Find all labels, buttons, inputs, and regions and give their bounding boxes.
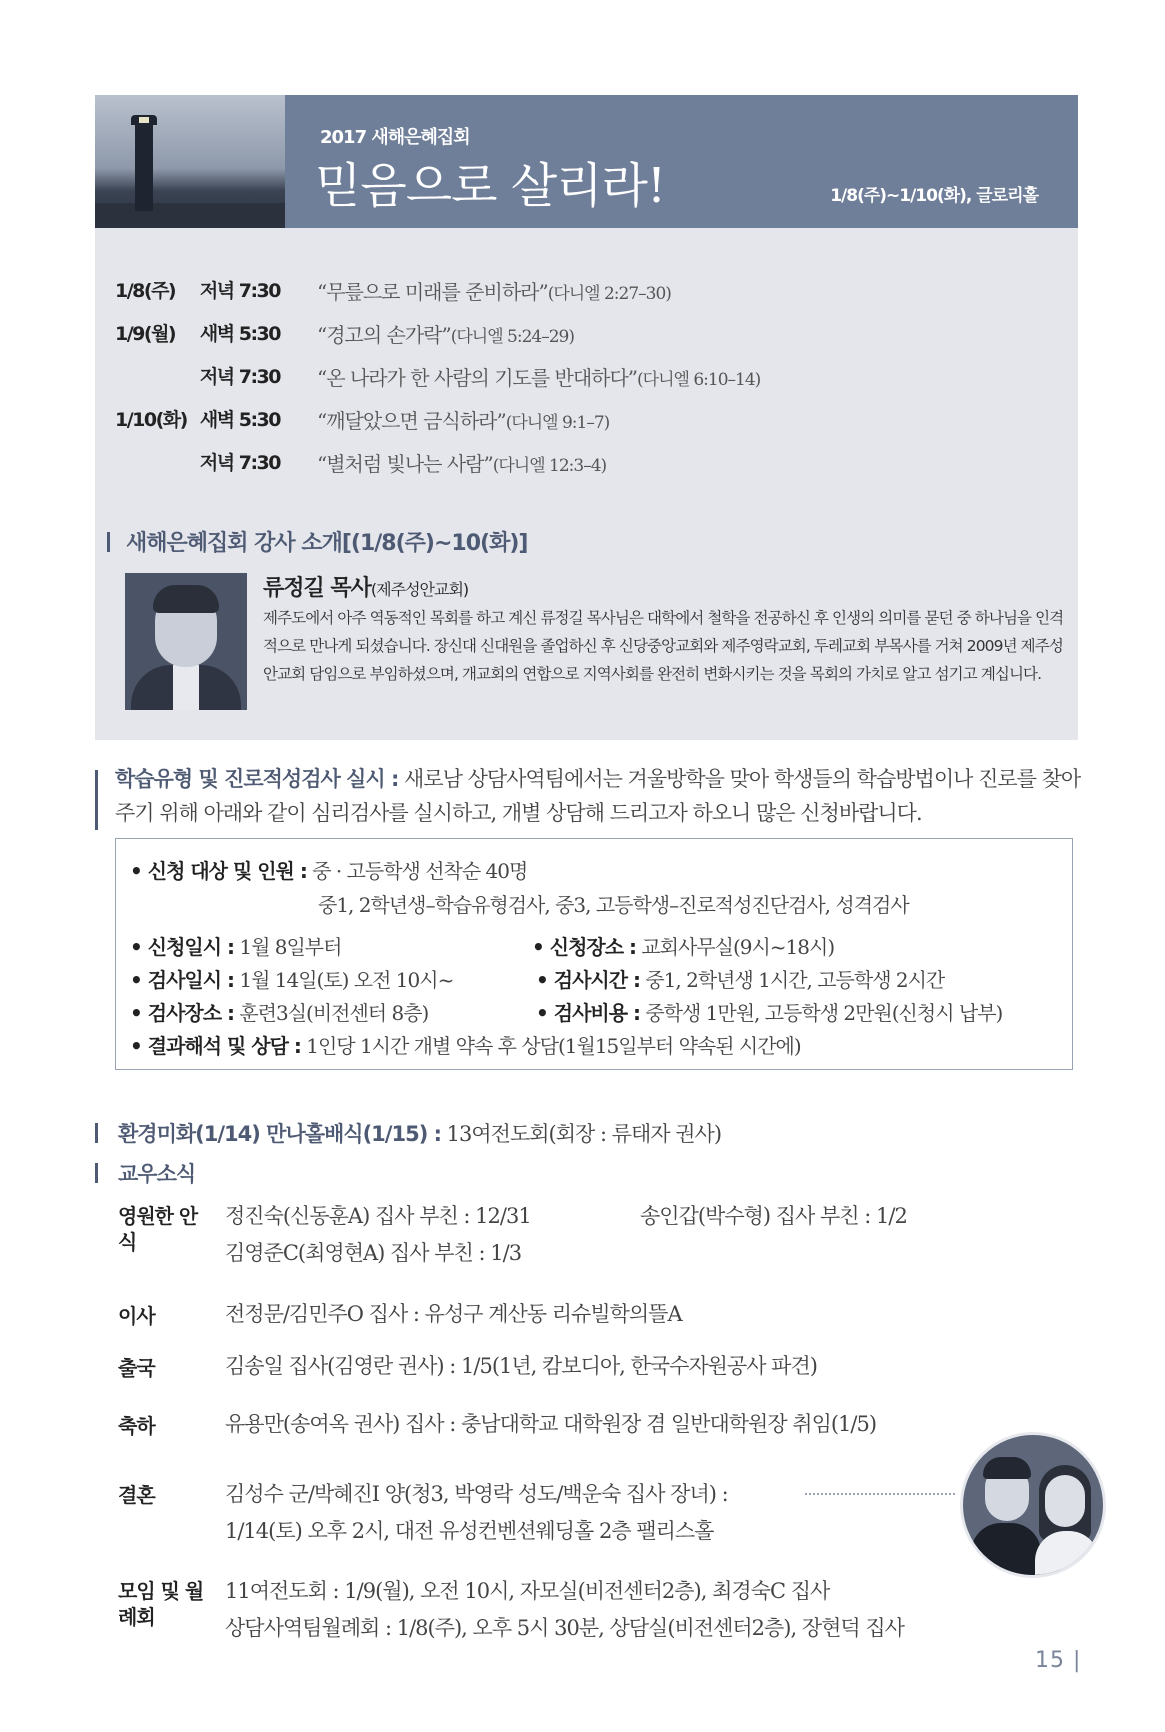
news-category: 이사 bbox=[118, 1304, 155, 1328]
schedule-row bbox=[95, 319, 1078, 349]
wedding-couple-photo bbox=[960, 1432, 1106, 1578]
lighthouse-photo bbox=[95, 95, 285, 228]
banner-date: 1/8(주)~1/10(화), 글로리홀 bbox=[830, 186, 1038, 206]
info-test-cost: • 검사비용 : 중학생 1만원, 고등학생 2만원(신청시 납부) bbox=[536, 1001, 1003, 1025]
banner-subtitle: 2017 새해은혜집회 bbox=[320, 127, 470, 148]
news-text: 11여전도회 : 1/9(월), 오전 10시, 자모실(비전센터2층), 최경숙C 집사 bbox=[225, 1579, 830, 1603]
schedule-title: “경고의 손가락”(다니엘 5:24–29) bbox=[317, 323, 574, 347]
schedule-day: 1/8(주) bbox=[115, 280, 176, 302]
news-text: 유용만(송여옥 권사) 집사 : 충남대학교 대학원장 겸 일반대학원장 취임(1/5) bbox=[225, 1412, 877, 1436]
test-intro-text: 새로남 상담사역팀에서는 겨울방학을 맞아 학생들의 학습방법이나 진로를 찾아주기 위해 아래와 같이 심리검사를 실시하고, 개별 상담해 드리고자 하오니 많은 신청바랍니다. bbox=[115, 767, 1081, 825]
schedule-time: 저녁 7:30 bbox=[199, 280, 280, 302]
test-heading: 학습유형 및 진로적성검사 실시 : bbox=[115, 767, 399, 791]
news-text: 정진숙(신동훈A) 집사 부친 : 12/31 bbox=[225, 1204, 531, 1228]
schedule-day: 1/10(화) bbox=[115, 409, 187, 431]
news-text: 김송일 집사(김영란 권사) : 1/5(1년, 캄보디아, 한국수자원공사 파견) bbox=[225, 1354, 817, 1378]
schedule-box bbox=[95, 228, 1078, 740]
speaker-photo bbox=[125, 573, 247, 710]
dotted-leader bbox=[805, 1493, 955, 1495]
info-test-time: • 검사시간 : 중1, 2학년생 1시간, 고등학생 2시간 bbox=[536, 968, 945, 992]
news-category: 축하 bbox=[118, 1414, 155, 1438]
schedule-time: 저녁 7:30 bbox=[199, 452, 280, 474]
test-info-box bbox=[115, 838, 1073, 1070]
schedule-time: 새벽 5:30 bbox=[199, 409, 280, 431]
news-category: 영원한 안식 bbox=[118, 1204, 198, 1254]
page-number: 15 | bbox=[1035, 1648, 1082, 1673]
schedule-time: 저녁 7:30 bbox=[199, 366, 280, 388]
schedule-title: “무릎으로 미래를 준비하라”(다니엘 2:27–30) bbox=[317, 280, 671, 304]
info-result: • 결과해석 및 상담 : 1인당 1시간 개별 약속 후 상담(1월15일부터 약속된 시간에) bbox=[130, 1034, 801, 1058]
speaker-bio: 제주도에서 아주 역동적인 목회를 하고 계신 류정길 목사님은 대학에서 철학을 전공하신 후 인생의 의미를 묻던 중 하나님을 인격적으로 만나게 되셨습니다. 장신대 신대원을 졸업하신 후 신당중앙교회와 제주영락교회, 두레교회 부목사를 거쳐 2009년 제주성안교회 담임으로 부임하셨으며, 개교회의 연합으로 지역사회를 완전히 변화시키는 것을 목회의 가치로 알고 섬기고 계십니다. bbox=[263, 609, 1064, 683]
news-category: 출국 bbox=[118, 1356, 155, 1380]
env-heading: 환경미화(1/14) 만나홀배식(1/15) : 13여전도회(회장 : 류태자 권사) bbox=[95, 1118, 721, 1148]
schedule-row bbox=[95, 362, 1078, 392]
info-target: • 신청 대상 및 인원 : 중 · 고등학생 선착순 40명 bbox=[130, 859, 528, 883]
schedule-day: 1/9(월) bbox=[115, 323, 176, 345]
speaker-name: 류정길 목사(제주성안교회) bbox=[263, 576, 469, 601]
news-text: 김성수 군/박혜진I 양(청3, 박영락 성도/백운숙 집사 장녀) : bbox=[225, 1482, 728, 1506]
news-text: 송인갑(박수형) 집사 부친 : 1/2 bbox=[640, 1204, 907, 1228]
news-text: 1/14(토) 오후 2시, 대전 유성컨벤션웨딩홀 2층 팰리스홀 bbox=[225, 1519, 714, 1543]
info-test-date: • 검사일시 : 1월 14일(토) 오전 10시~ bbox=[130, 968, 454, 992]
news-text: 김영준C(최영현A) 집사 부친 : 1/3 bbox=[225, 1241, 522, 1265]
schedule-row bbox=[95, 276, 1078, 306]
info-test-place: • 검사장소 : 훈련3실(비전센터 8층) bbox=[130, 1001, 429, 1025]
info-apply-date: • 신청일시 : 1월 8일부터 bbox=[130, 935, 342, 959]
test-intro bbox=[95, 762, 1085, 830]
schedule-title: “별처럼 빛나는 사람”(다니엘 12:3–4) bbox=[317, 452, 607, 476]
speaker-section-heading: 새해은혜집회 강사 소개[(1/8(주)~10(화)] bbox=[107, 526, 527, 557]
news-category: 결혼 bbox=[118, 1483, 155, 1507]
schedule-title: “깨달았으면 금식하라”(다니엘 9:1–7) bbox=[317, 409, 610, 433]
info-apply-place: • 신청장소 : 교회사무실(9시~18시) bbox=[532, 935, 835, 959]
info-target-detail: 중1, 2학년생–학습유형검사, 중3, 고등학생–진로적성진단검사, 성격검사 bbox=[318, 893, 909, 917]
news-category: 모임 및 월례회 bbox=[118, 1579, 204, 1629]
news-text: 전정문/김민주O 집사 : 유성구 계산동 리슈빌학의뜰A bbox=[225, 1302, 682, 1326]
schedule-time: 새벽 5:30 bbox=[199, 323, 280, 345]
news-heading: 교우소식 bbox=[95, 1158, 195, 1188]
news-text: 상담사역팀월례회 : 1/8(주), 오후 5시 30분, 상담실(비전센터2층), 장현덕 집사 bbox=[225, 1616, 904, 1640]
schedule-title: “온 나라가 한 사람의 기도를 반대하다”(다니엘 6:10–14) bbox=[317, 366, 761, 390]
header-banner bbox=[95, 95, 1078, 228]
banner-title: 믿음으로 살리라! bbox=[315, 158, 666, 214]
schedule-row bbox=[95, 405, 1078, 435]
schedule-row bbox=[95, 448, 1078, 478]
